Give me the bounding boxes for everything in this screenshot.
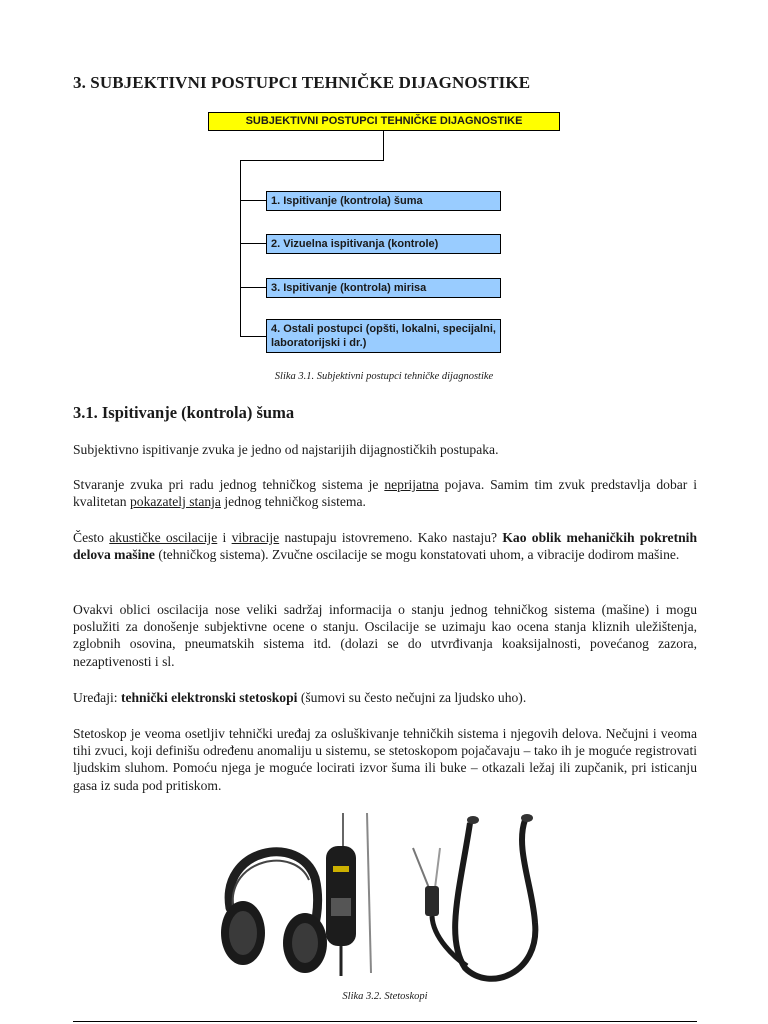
diagram-item-1: 1. Ispitivanje (kontrola) šuma [266,191,501,211]
figure-caption-2: Slika 3.2. Stetoskopi [342,991,428,1002]
figure-caption-1: Slika 3.1. Subjektivni postupci tehničke dijagnostike [274,371,494,382]
connector-line [240,160,384,161]
electronic-stethoscope-icon [326,813,371,976]
diagram-item-4: 4. Ostali postupci (opšti, lokalni, specijalni, laboratorijski i dr.) [266,319,501,353]
connector-branch [240,200,266,201]
section-heading: 3.1. Ispitivanje (kontrola) šuma [73,403,295,422]
diagram-item-2: 2. Vizuelna ispitivanja (kontrole) [266,234,501,254]
headphones-icon [221,852,327,973]
stethoscopes-image [205,808,565,988]
paragraph-5: Uređaji: tehnički elektronski stetoskopi (šumovi su često nečujni za ljudsko uho). [73,690,527,705]
diagram-item-3: 3. Ispitivanje (kontrola) mirisa [266,278,501,298]
page-footer-rule [73,1021,697,1022]
page-heading: 3. SUBJEKTIVNI POSTUPCI TEHNIČKE DIJAGNOSTIKE [73,73,531,92]
paragraph-4: Ovakvi oblici oscilacija nose veliki sadržaj informacija o stanju jednog tehničkog sistema (mašine) i mogu poslužiti za donošenje subjektivne ocene o stanju. Oscilacije se uzimaju kao ocena stanja kliznih uležištenja, zglobnih osovina, pneumatskih sistema itd. (dolazi se do utvrđivanja koaksijalnosti, povećanog zazora, nezaptivenosti i sl. [73,602,697,669]
paragraph-2: Stvaranje zvuka pri radu jednog tehničkog sistema je neprijatna pojava. Samim tim zvuk predstavlja dobar i kvalitetan pokazatelj stanja jednog tehničkog sistema. [73,477,697,510]
paragraph-6: Stetoskop je veoma osetljiv tehnički uređaj za osluškivanje tehničkih sistema i njegovih delova. Nečujni i veoma tihi zvuci, koji definišu određenu anomaliju u sistemu, se stetoskopom pojačavaju – tako ih je moguće registrovati ljudskim sluhom. Pomoću njega je moguće locirati izvor šuma ili buke – otkazali ležaj ili zupčanik, pri isticanju gasa iz suda pod pritiskom. [73,726,697,793]
connector-branch [240,336,266,337]
paragraph-1: Subjektivno ispitivanje zvuka je jedno od najstarijih dijagnostičkih postupaka. [73,442,499,457]
diagram-root-box: SUBJEKTIVNI POSTUPCI TEHNIČKE DIJAGNOSTIKE [208,112,560,131]
connector-line [383,131,384,161]
paragraph-3: Često akustičke oscilacije i vibracije nastupaju istovremeno. Kako nastaju? Kao oblik mehaničkih pokretnih delova mašine (tehničkog sistema). Zvučne oscilacije se mogu konstatovati uhom, a vibracije dodirom mašine. [73,530,697,563]
connector-branch [240,243,266,244]
connector-spine [240,160,241,337]
connector-branch [240,287,266,288]
mechanic-stethoscope-icon [413,814,535,979]
